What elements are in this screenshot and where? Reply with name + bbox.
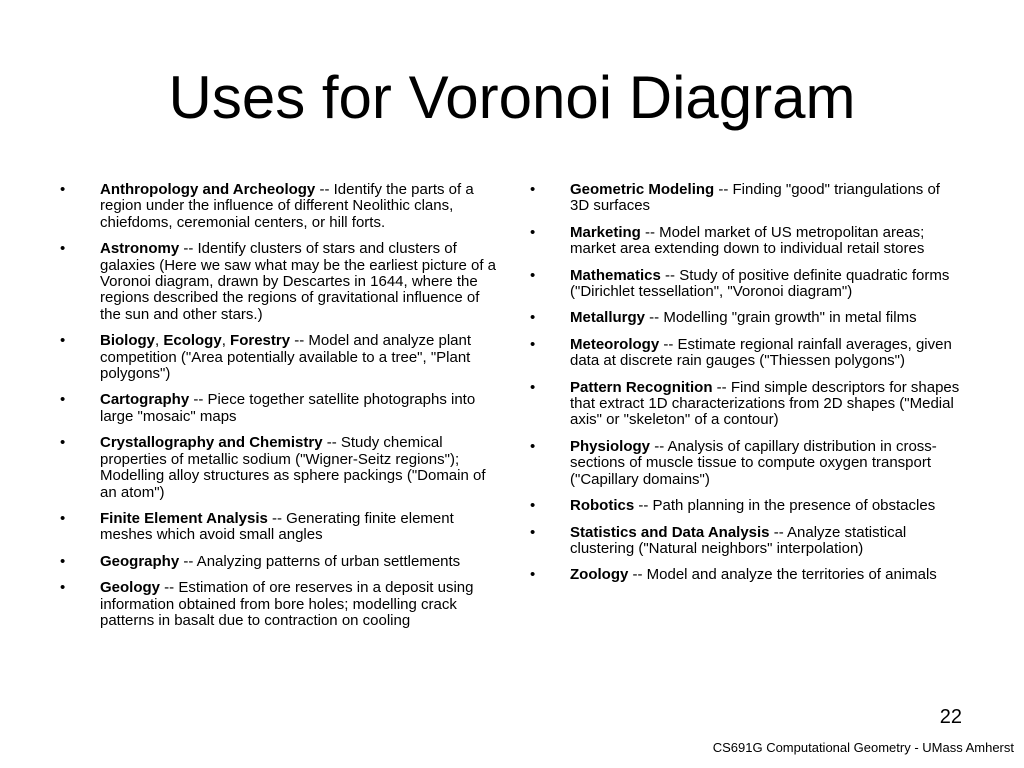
slide-title: Uses for Voronoi Diagram: [168, 64, 856, 131]
bullet-item: [530, 567, 962, 583]
bullet-term: Physiology: [570, 437, 651, 455]
bullet-description: -- Model and analyze plant competition ("Area potentially available to a tree", "Plant polygons"): [100, 332, 472, 383]
bullet-description: -- Analyze statistical clustering ("Natural neighbors" interpolation): [570, 523, 907, 557]
bullet-term: Geology: [100, 579, 161, 597]
bullet-term: Pattern Recognition: [570, 378, 713, 396]
bullet-description: -- Identify clusters of stars and clusters of galaxies (Here we saw what may be the earliest picture of a Voronoi diagram, drawn by Descartes in 1644, where the regions described the regions of gravitational influence of the sun and other stars.): [100, 240, 497, 323]
bullet-term: Crystallography and Chemistry: [100, 434, 323, 452]
bullet-item: [530, 182, 962, 215]
bullet-description: -- Model market of US metropolitan areas; market area extending down to individual retail stores: [570, 223, 925, 258]
bullet-description: -- Study of positive definite quadratic forms ("Dirichlet tessellation", "Voronoi diagram"): [570, 266, 950, 301]
bullet-description: -- Estimation of ore reserves in a deposit using information obtained from bore holes; modelling crack patterns in basalt due to contraction on cooling: [100, 579, 474, 629]
bullet-item: [530, 310, 962, 326]
bullet-term: Metallurgy: [570, 309, 646, 327]
bullet-item: [60, 392, 498, 425]
bullet-term: Biology: [100, 332, 155, 350]
page-number: 22: [939, 706, 962, 728]
bullet-description: -- Identify the parts of a region under the influence of different Neolithic clans, chiefdoms, ceremonial centers, or hill forts.: [100, 181, 474, 231]
bullet-term: Statistics and Data Analysis: [570, 523, 770, 541]
bullet-description: -- Find simple descriptors for shapes that extract 1D characterizations from 2D shapes ("Medial axis" or "skeleton" of a contour): [570, 378, 960, 429]
bullet-item: [60, 333, 498, 382]
bullet-description: -- Modelling "grain growth" in metal films: [645, 309, 917, 327]
bullet-item: [530, 525, 962, 558]
bullet-item: [530, 439, 962, 488]
bullet-description: -- Study chemical properties of metallic sodium ("Wigner-Seitz regions"); Modelling alloy structures as sphere packings ("Domain of an atom"): [100, 434, 486, 501]
bullet-description: -- Estimate regional rainfall averages, given data at discrete rain gauges ("Thiessen polygons"): [570, 335, 952, 370]
bullet-item: [530, 337, 962, 370]
bullet-term: Finite Element Analysis: [100, 509, 268, 527]
bullet-term: Zoology: [570, 566, 629, 584]
bullet-description: -- Finding "good" triangulations of 3D surfaces: [570, 181, 940, 215]
bullet-item: [60, 435, 498, 501]
bullet-description: -- Model and analyze the territories of animals: [628, 566, 937, 584]
bullet-item: [60, 511, 498, 544]
bullet-description: -- Piece together satellite photographs into large "mosaic" maps: [100, 391, 476, 425]
slide-footer: CS691G Computational Geometry - UMass Amherst: [712, 740, 1014, 755]
bullet-item: [530, 268, 962, 301]
bullet-description: -- Generating finite element meshes which avoid small angles: [100, 509, 454, 544]
bullet-term: Robotics: [570, 497, 635, 515]
bullet-term: Forestry: [230, 332, 291, 350]
bullet-item: [60, 182, 498, 231]
bullet-term: Geometric Modeling: [570, 181, 715, 198]
bullet-term: Astronomy: [100, 240, 180, 258]
bullet-item: [60, 241, 498, 323]
bullet-term: Mathematics: [570, 266, 661, 284]
bullet-term: Ecology: [163, 332, 222, 350]
bullet-term: Anthropology and Archeology: [100, 181, 316, 198]
left-bullet-list: [60, 182, 498, 639]
bullet-item: [60, 580, 498, 629]
bullet-term: Marketing: [570, 223, 641, 241]
term-separator: ,: [155, 332, 164, 350]
bullet-item: [60, 554, 498, 570]
bullet-item: [530, 498, 962, 514]
bullet-description: -- Analyzing patterns of urban settlements: [179, 552, 461, 570]
bullet-term: Cartography: [100, 391, 190, 409]
bullet-description: -- Path planning in the presence of obstacles: [634, 497, 936, 515]
bullet-item: [530, 380, 962, 429]
bullet-term: Meteorology: [570, 335, 660, 353]
bullet-term: Geography: [100, 552, 180, 570]
bullet-description: -- Analysis of capillary distribution in cross-sections of muscle tissue to compute oxygen transport ("Capillary domains"): [570, 437, 937, 488]
term-separator: ,: [221, 332, 231, 350]
bullet-item: [530, 225, 962, 258]
right-bullet-list: [530, 182, 962, 594]
